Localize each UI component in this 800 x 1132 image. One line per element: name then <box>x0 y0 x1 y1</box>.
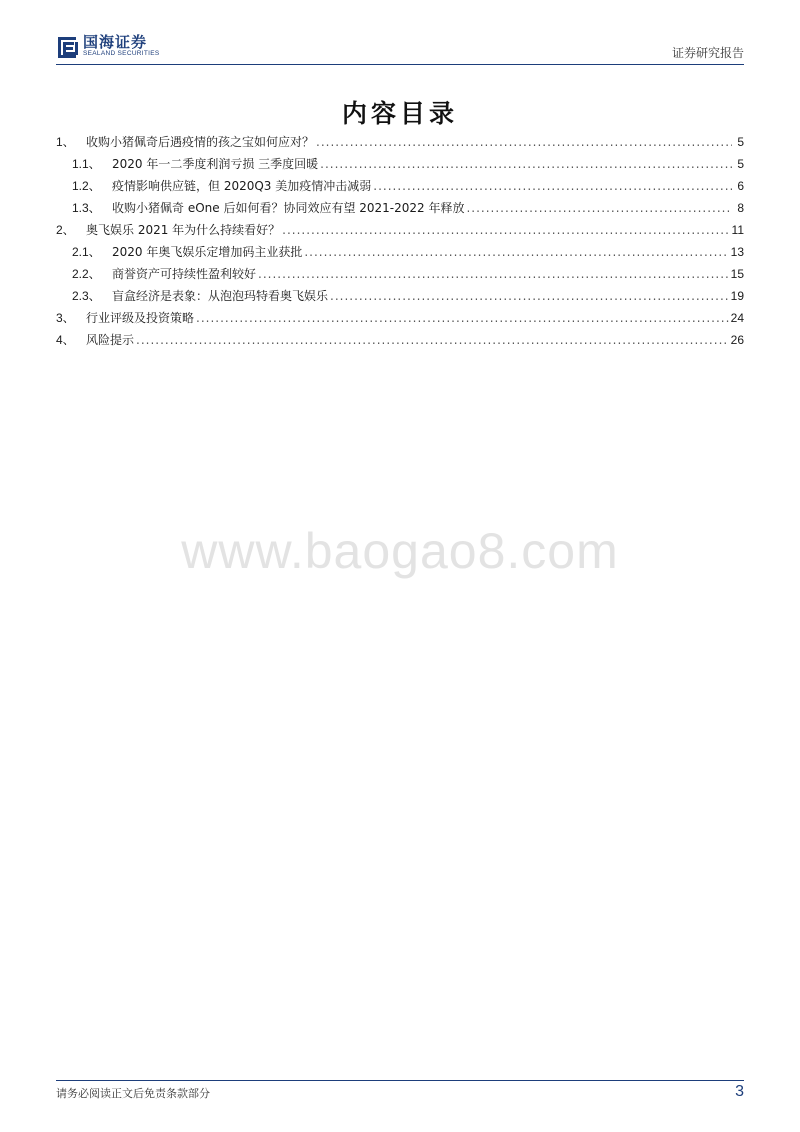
toc-leader-dots <box>466 197 732 219</box>
toc-entry[interactable] <box>56 131 744 153</box>
toc-entry-number: 3、 <box>56 311 75 325</box>
toc-leader-dots <box>282 219 729 241</box>
toc-leader-dots <box>320 153 732 175</box>
toc-leader-dots <box>373 175 732 197</box>
toc-entry[interactable] <box>56 329 744 351</box>
toc-entry-number: 1.2、 <box>72 179 101 193</box>
table-of-contents <box>56 131 744 351</box>
toc-entry-number: 2.3、 <box>72 289 101 303</box>
page-number: 3 <box>735 1083 744 1100</box>
page-header <box>56 30 744 65</box>
toc-entry[interactable] <box>56 307 744 329</box>
logo-english-name: SEALAND SECURITIES <box>83 50 160 57</box>
toc-leader-dots <box>196 307 729 329</box>
toc-entry-title: 商誉资产可持续性盈利较好 <box>112 267 257 281</box>
toc-entry-page: 24 <box>730 311 744 325</box>
toc-entry[interactable] <box>56 153 744 175</box>
toc-entry-title: 收购小猪佩奇后遇疫情的孩之宝如何应对？ <box>86 135 315 149</box>
toc-title: 内容目录 <box>341 99 458 128</box>
toc-entry[interactable] <box>56 241 744 263</box>
toc-entry-title: 收购小猪佩奇 eOne 后如何看？协同效应有望 2021-2022 年释放 <box>112 201 465 215</box>
toc-entry-title: 奥飞娱乐 2021 年为什么持续看好？ <box>86 223 281 237</box>
toc-entry-title: 行业评级及投资策略 <box>86 311 195 325</box>
toc-entry-title: 风险提示 <box>86 333 135 347</box>
toc-entry-page: 5 <box>737 135 744 149</box>
report-type-label: 证券研究报告 <box>671 46 744 60</box>
toc-entry[interactable] <box>56 263 744 285</box>
sealand-logo-icon <box>56 34 78 58</box>
toc-entry-page: 8 <box>737 201 744 215</box>
toc-entry-title: 2020 年一二季度利润亏损 三季度回暖 <box>112 157 319 171</box>
toc-entry-number: 2.1、 <box>72 245 101 259</box>
toc-leader-dots <box>136 329 729 351</box>
watermark-text: www.baogao8.com <box>181 523 619 579</box>
toc-entry-number: 1、 <box>56 135 75 149</box>
company-logo <box>56 34 160 58</box>
toc-entry-number: 2、 <box>56 223 75 237</box>
toc-leader-dots <box>316 131 732 153</box>
toc-entry-title: 疫情影响供应链，但 2020Q3 美加疫情冲击减弱 <box>112 179 372 193</box>
page-footer <box>56 1080 744 1105</box>
toc-leader-dots <box>258 263 729 285</box>
toc-entry-page: 19 <box>730 289 744 303</box>
toc-entry[interactable] <box>56 219 744 241</box>
logo-chinese-name: 国海证券 <box>83 33 148 51</box>
toc-leader-dots <box>304 241 728 263</box>
toc-leader-dots <box>330 285 729 307</box>
toc-entry-page: 13 <box>730 245 744 259</box>
toc-entry-number: 1.3、 <box>72 201 101 215</box>
toc-entry-page: 15 <box>730 267 744 281</box>
toc-entry-title: 2020 年奥飞娱乐定增加码主业获批 <box>112 245 303 259</box>
toc-entry-title: 盲盒经济是表象：从泡泡玛特看奥飞娱乐 <box>112 289 329 303</box>
toc-entry-number: 4、 <box>56 333 75 347</box>
toc-entry-page: 6 <box>737 179 744 193</box>
toc-entry-number: 2.2、 <box>72 267 101 281</box>
toc-entry-page: 11 <box>731 223 744 237</box>
toc-entry-number: 1.1、 <box>72 157 101 171</box>
toc-entry-page: 26 <box>730 333 744 347</box>
toc-entry-page: 5 <box>737 157 744 171</box>
toc-entry[interactable] <box>56 197 744 219</box>
disclaimer-text: 请务必阅读正文后免责条款部分 <box>56 1087 210 1100</box>
toc-entry[interactable] <box>56 285 744 307</box>
toc-entry[interactable] <box>56 175 744 197</box>
